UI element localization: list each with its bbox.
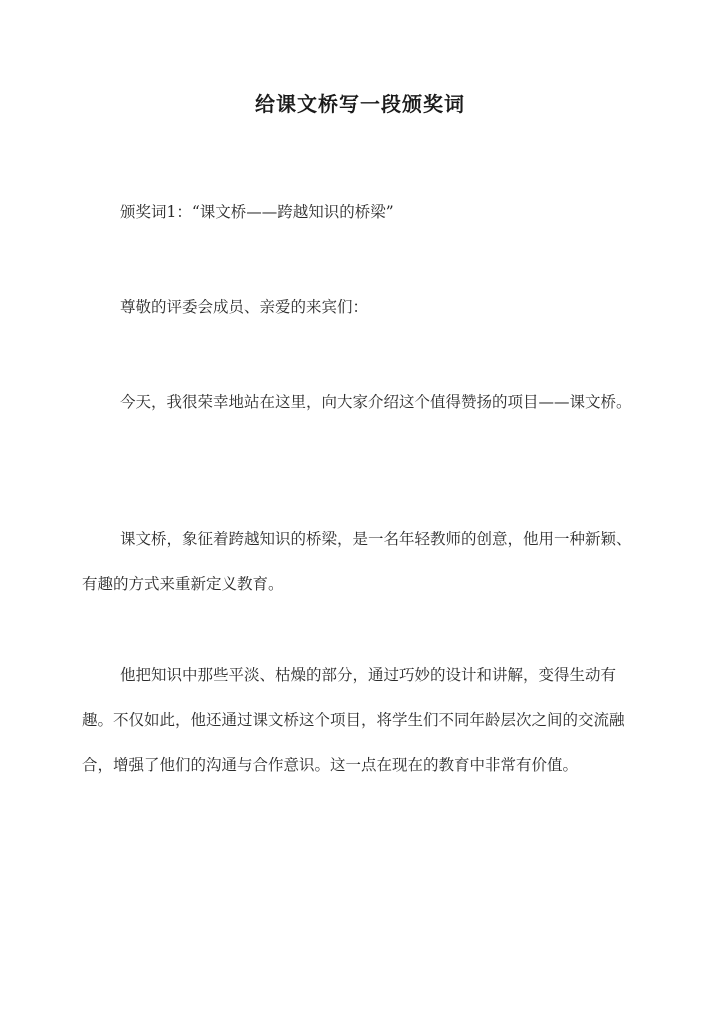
paragraph-salutation: 尊敬的评委会成员、亲爱的来宾们：: [120, 298, 369, 316]
paragraph-introduction: 今天，我很荣幸地站在这里，向大家介绍这个值得赞扬的项目——课文桥。: [120, 393, 632, 411]
document-title: 给课文桥写一段颁奖词: [255, 92, 465, 116]
paragraph-achievement: 他把知识中那些平淡、枯燥的部分，通过巧妙的设计和讲解，变得生动有趣。不仅如此，他还通过课文桥这个项目，将学生们不同年龄层次之间的交流融合，增强了他们的沟通与合作意识。这一点在现在的教育中非常有价值。: [82, 666, 625, 774]
paragraph-award-heading: 颁奖词1：“课文桥——跨越知识的桥梁”: [120, 203, 394, 221]
paragraph-symbolism: 课文桥，象征着跨越知识的桥梁，是一名年轻教师的创意，他用一种新颖、有趣的方式来重新定义教育。: [82, 530, 632, 593]
